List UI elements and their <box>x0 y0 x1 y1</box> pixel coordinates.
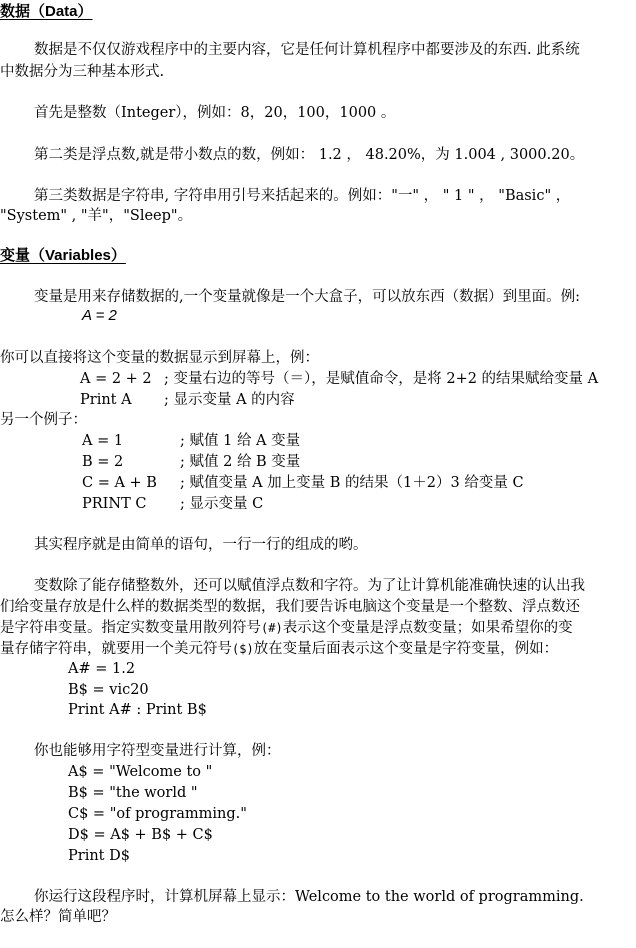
example2-comment-line: ; 显示变量 C <box>180 496 264 512</box>
string-paragraph-line2: "System" , "羊"，"Sleep"。 <box>0 208 193 224</box>
types-paragraph-line2: 们给变量存放是什么样的数据类型的数据，我们要告诉电脑这个变量是一个整数、浮点数还 <box>0 599 580 615</box>
result-paragraph: 你运行这段程序时，计算机屏幕上显示：Welcome to the world of programming. <box>34 889 584 905</box>
example2-code-line: B = 2 <box>82 454 124 470</box>
example2-comment-line: ; 赋值 2 给 B 变量 <box>180 454 301 470</box>
example1-comment-line: ; 显示变量 A 的内容 <box>164 392 295 408</box>
example4-code-line: A$ = "Welcome to " <box>68 764 213 780</box>
example4-code-line: Print D$ <box>68 848 130 864</box>
example4-code-line: C$ = "of programming." <box>68 806 247 822</box>
data-intro-line1: 数据是不仅仅游戏程序中的主要内容，它是任何计算机程序中都要涉及的东西. 此系统 <box>34 42 580 58</box>
simple-statement-paragraph: 其实程序就是由简单的语句，一行一行的组成的哟。 <box>34 537 368 553</box>
example2-code-line: PRINT C <box>82 496 147 512</box>
example2-comment-line: ; 赋值变量 A 加上变量 B 的结果（1＋2）3 给变量 C <box>180 475 524 491</box>
example2-comment-line: ; 赋值 1 给 A 变量 <box>180 433 301 449</box>
types-line3-text-a: 是字符串变量。指定实数变量用散列符号 <box>0 620 261 636</box>
example2-code-line: A = 1 <box>82 433 124 449</box>
closing-line: 怎么样？简单吧？ <box>0 909 116 925</box>
example4-code-line: D$ = A$ + B$ + C$ <box>68 827 213 843</box>
variables-section-heading: 变量（Variables） <box>0 247 126 264</box>
types-paragraph-line4 <box>0 639 558 659</box>
dollar-symbol: ($) <box>232 642 254 656</box>
another-example-label: 另一个例子： <box>0 412 87 428</box>
string-calc-intro: 你也能够用字符型变量进行计算，例： <box>34 743 281 759</box>
example4-code-line: B$ = "the world " <box>68 785 198 801</box>
types-line4-text-b: 放在变量后面表示这个变量是字符变量，例如： <box>253 641 559 657</box>
hash-symbol: (#) <box>261 621 283 635</box>
integer-paragraph: 首先是整数（Integer），例如：8，20，100，1000 。 <box>34 105 396 121</box>
types-line4-text-a: 量存储字符串，就要用一个美元符号 <box>0 641 232 657</box>
example3-code-line: Print A# : Print B$ <box>68 702 207 718</box>
example3-code-line: A# = 1.2 <box>68 661 136 677</box>
float-paragraph: 第二类是浮点数,就是带小数点的数，例如： 1.2 ， 48.20%，为 1.004 , 3000.20。 <box>34 147 585 163</box>
variable-example: A = 2 <box>82 307 117 324</box>
string-paragraph-line1: 第三类数据是字符串, 字符串用引号来括起来的。例如："一" ， " 1 " ， "Basic" ， <box>34 188 571 204</box>
example1-comment-line: ; 变量右边的等号（＝），是赋值命令，是将 2+2 的结果赋给变量 A <box>164 371 599 387</box>
display-intro: 你可以直接将这个变量的数据显示到屏幕上，例： <box>0 350 319 366</box>
example2-code-line: C = A + B <box>82 475 157 491</box>
types-line3-text-b: 表示这个变量是浮点数变量；如果希望你的变 <box>282 620 573 636</box>
example1-code-line: Print A <box>80 392 132 408</box>
types-paragraph-line1: 变数除了能存储整数外，还可以赋值浮点数和字符。为了让计算机能准确快速的认出我 <box>34 578 585 594</box>
data-section-heading: 数据（Data） <box>0 3 93 20</box>
variable-intro: 变量是用来存储数据的,一个变量就像是一个大盒子，可以放东西（数据）到里面。例: <box>34 289 580 305</box>
data-intro-line2: 中数据分为三种基本形式. <box>0 64 165 80</box>
types-paragraph-line3 <box>0 618 573 638</box>
example3-code-line: B$ = vic20 <box>68 682 149 698</box>
example1-code-line: A = 2 + 2 <box>80 371 152 387</box>
